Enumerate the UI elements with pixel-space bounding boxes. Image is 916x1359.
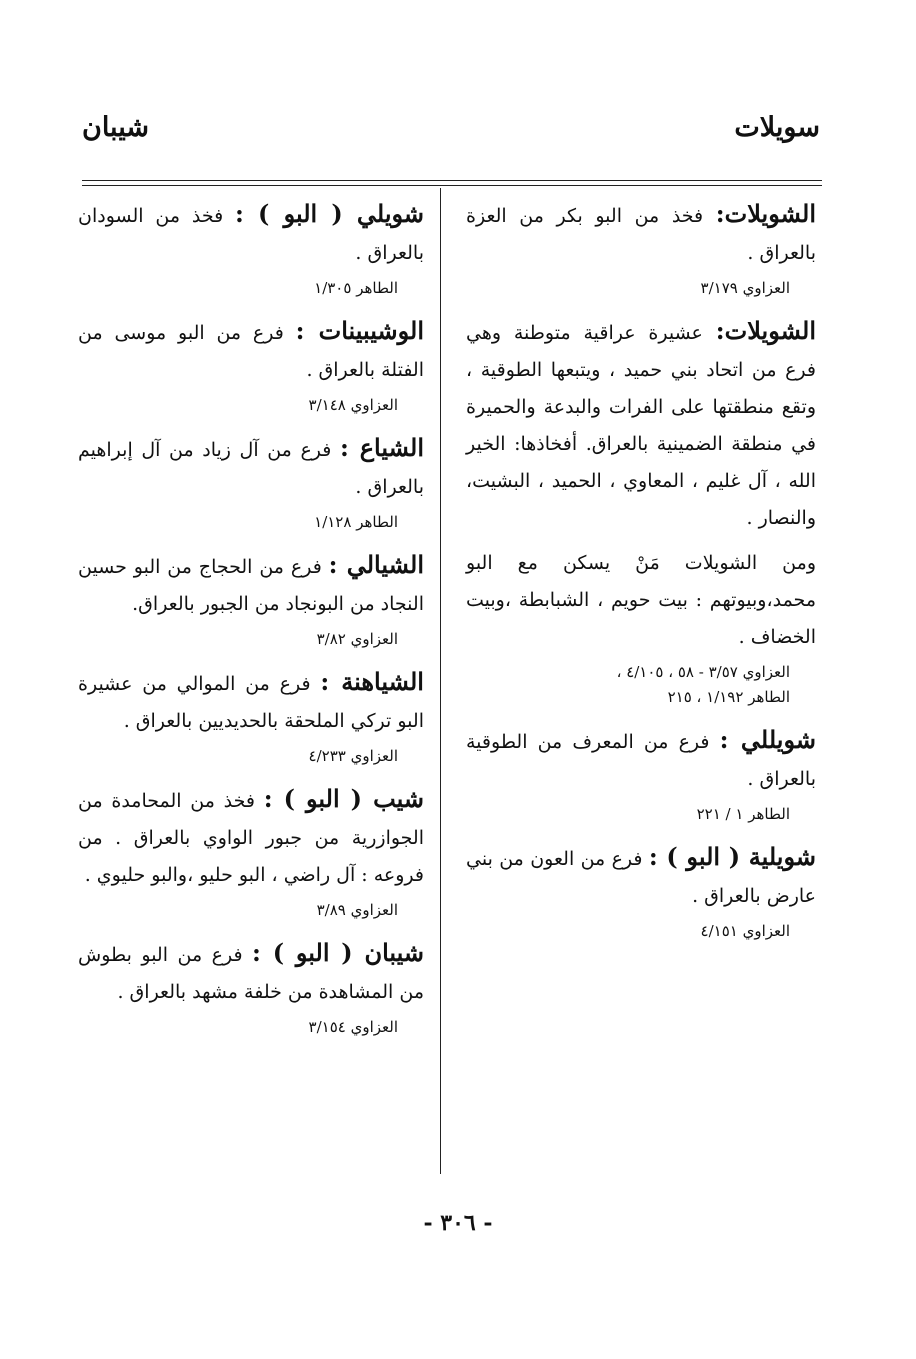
entry-headword: شويلي ( البو ) : (235, 199, 425, 228)
entry-text (78, 546, 424, 623)
dictionary-entry (78, 780, 424, 923)
dictionary-entry (78, 429, 424, 535)
entry-text (466, 312, 816, 537)
entry-headword: شويللي : (719, 725, 816, 754)
entry-headword: شيب ( البو ) : (263, 784, 424, 813)
dictionary-entry (466, 838, 816, 944)
entry-paragraph: ومن الشويلات مَنْ يسكن مع البو محمد،وبيوتهم : بيت حويم ، الشبابطة ،وبيت الخضاف . (466, 552, 816, 648)
entry-body: فرع من المعرف من الطوقية بالعراق . (466, 731, 816, 790)
entry-headword: شويلية ( البو ) : (648, 842, 816, 871)
dictionary-entry (466, 195, 816, 301)
entry-body: فرع من الحجاج من البو حسين النجاد من البونجاد من الجبور بالعراق. (78, 556, 424, 615)
dictionary-entry (78, 195, 424, 301)
entry-reference: العزاوي ٣/١٤٨ (308, 396, 398, 414)
column-divider (440, 188, 441, 1174)
header-rule (82, 180, 822, 181)
entry-reference: العزاوي ٣/٨٢ (316, 630, 398, 648)
entry-headword: الشياع : (339, 433, 424, 462)
entry-body: فرع من آل زياد من آل إبراهيم بالعراق . (78, 439, 424, 498)
dictionary-entry (78, 546, 424, 652)
entry-text (78, 195, 424, 272)
entry-body: عشيرة عراقية متوطنة وهي فرع من اتحاد بني حميد ، ويتبعها الطوقية ، وتقع منطقتها على الفرات والبدعة والحميرة في منطقة الضمينية بالعراق. أفخاذها: الخير الله ، آل غليم ، المعاوي ، الحميد ، البشيت، والنصار . (466, 322, 816, 529)
entry-headword: الوشيبينات : (295, 316, 425, 345)
entry-text (466, 195, 816, 272)
entry-body: فخذ من البو بكر من العزة بالعراق . (466, 205, 816, 264)
entry-text (78, 312, 424, 389)
left-column (78, 195, 424, 1051)
entry-reference: العزاوي ٣/٨٩ (316, 901, 398, 919)
entry-body: فخذ من المحامدة من الجوازرية من جبور الواوي بالعراق . من فروعه : آل راضي ، البو حليو ،والبو حليوي . (78, 790, 424, 886)
dictionary-entry (78, 663, 424, 769)
dictionary-entry (78, 312, 424, 418)
entry-reference: العزاوي ٣/١٥٤ (308, 1018, 398, 1036)
entry-headword: شيبان ( البو ) : (252, 938, 424, 967)
page-number: - ٣٠٦ - (423, 1210, 493, 1236)
entry-text (78, 780, 424, 894)
entry-headword: الشويلات: (715, 316, 816, 345)
entry-text (78, 663, 424, 740)
entry-reference: الطاهر ١/١٢٨ (314, 513, 398, 531)
dictionary-entry (78, 934, 424, 1040)
entry-body: فرع من البو بطوش من المشاهدة من خلفة مشهد بالعراق . (78, 944, 424, 1003)
running-header-left: شيبان (82, 112, 149, 143)
entry-reference: العزاوي ٤/٢٣٣ (308, 747, 398, 765)
entry-body: فرع من الموالي من عشيرة البو تركي الملحقة بالحديديين بالعراق . (78, 673, 424, 732)
entry-text (466, 721, 816, 798)
entry-reference: الطاهر ١/١٩٢ ، ٢١٥ (667, 688, 790, 706)
entry-text (466, 838, 816, 915)
entry-text (78, 429, 424, 506)
entry-body: فرع من البو موسى من الفتلة بالعراق . (78, 322, 424, 381)
entry-headword: الشيالي : (328, 550, 424, 579)
dictionary-entry (466, 721, 816, 827)
entry-reference: العزاوي ٣/٥٧ - ٥٨ ، ٤/١٠٥ ، (616, 663, 790, 681)
entry-reference: الطاهر ١/٣٠٥ (314, 279, 398, 297)
entry-reference: الطاهر ١ / ٢٢١ (696, 805, 790, 823)
running-header-right: سويلات (734, 112, 820, 143)
dictionary-entry (466, 312, 816, 710)
entry-body: فخذ من السودان بالعراق . (78, 205, 424, 264)
entry-reference: العزاوي ٣/١٧٩ (700, 279, 790, 297)
entry-text (78, 934, 424, 1011)
entry-reference: العزاوي ٤/١٥١ (700, 922, 790, 940)
header-rule (82, 185, 822, 186)
entry-headword: الشياهنة : (320, 667, 424, 696)
entry-headword: الشويلات: (715, 199, 816, 228)
entry-body: فرع من العون من بني عارض بالعراق . (466, 848, 816, 907)
right-column (466, 195, 816, 955)
